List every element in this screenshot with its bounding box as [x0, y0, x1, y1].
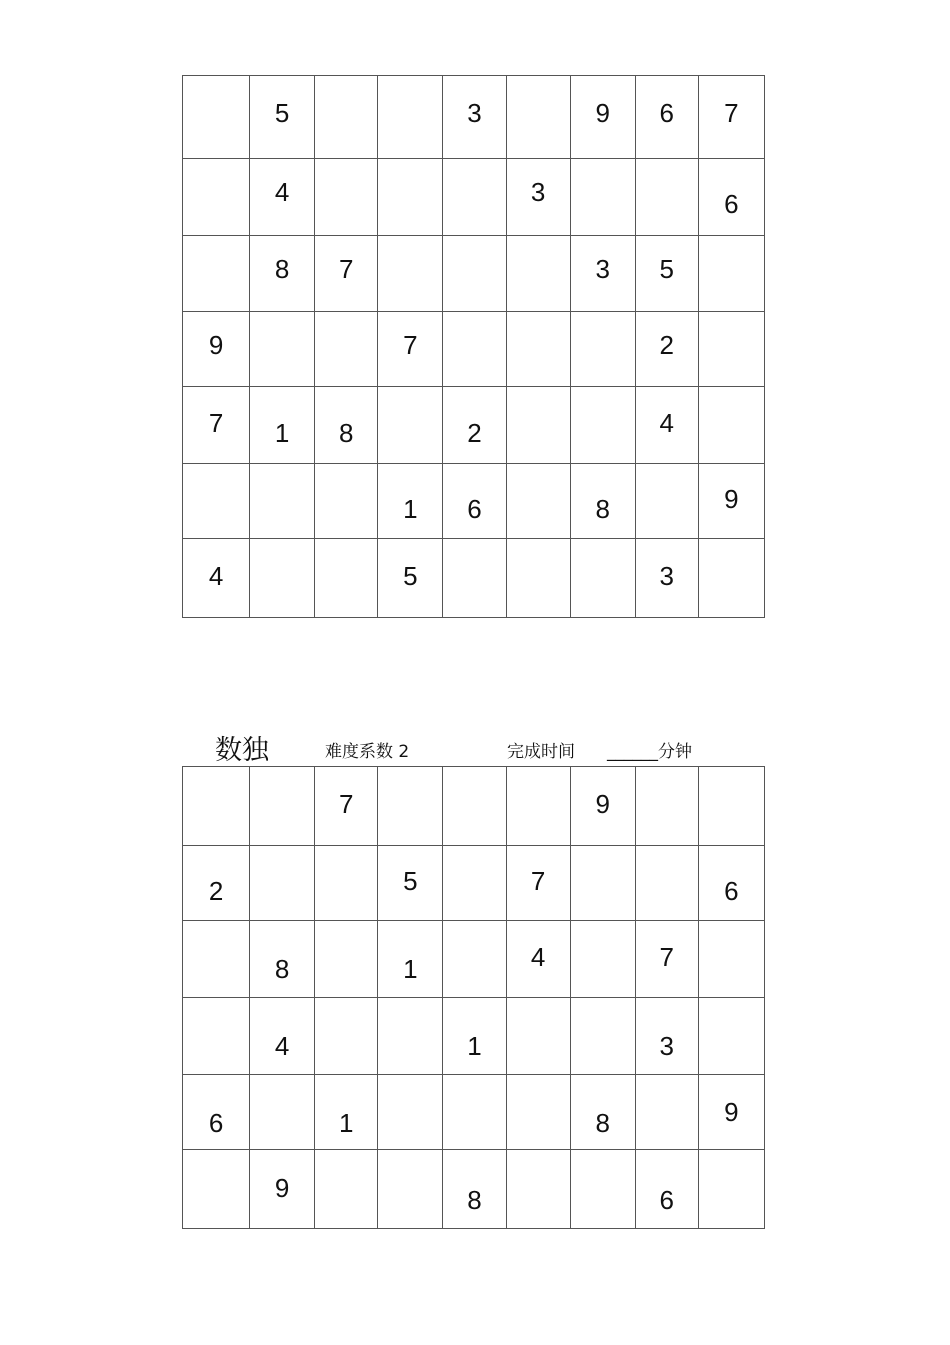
sudoku-cell[interactable] — [443, 1075, 506, 1150]
cell-digit: 7 — [659, 942, 675, 972]
sudoku-cell[interactable] — [570, 1150, 635, 1229]
cell-digit: 8 — [274, 954, 290, 984]
sudoku-cell[interactable] — [698, 1075, 764, 1150]
completion-time-blank: ______分钟 — [607, 742, 692, 762]
sudoku-cell[interactable] — [183, 998, 250, 1075]
cell-digit: 6 — [659, 98, 675, 128]
sudoku-cell[interactable] — [378, 767, 443, 846]
cell-digit: 8 — [467, 1185, 482, 1215]
sudoku-cell[interactable] — [250, 846, 315, 921]
sudoku-cell[interactable] — [506, 236, 570, 312]
page-title: 数独 — [215, 735, 269, 766]
sudoku-cell[interactable] — [183, 539, 250, 618]
grid-row — [183, 1150, 765, 1229]
sudoku-cell[interactable] — [443, 998, 506, 1075]
sudoku-cell[interactable] — [698, 387, 764, 464]
sudoku-cell[interactable] — [250, 76, 315, 159]
sudoku-cell[interactable] — [698, 921, 764, 998]
sudoku-cell[interactable] — [570, 539, 635, 618]
sudoku-cell[interactable] — [698, 539, 764, 618]
cell-digit: 7 — [208, 408, 224, 438]
sudoku-cell[interactable] — [378, 312, 443, 387]
sudoku-grid-1 — [182, 75, 765, 618]
sudoku-cell[interactable] — [698, 76, 764, 159]
difficulty-label: 难度系数 2 — [325, 742, 410, 762]
sudoku-cell[interactable] — [250, 767, 315, 846]
cell-digit: 8 — [274, 254, 290, 284]
cell-digit: 4 — [530, 942, 546, 972]
cell-digit: 1 — [467, 1031, 482, 1061]
sudoku-cell[interactable] — [378, 159, 443, 236]
sudoku-cell[interactable] — [443, 1150, 506, 1229]
sudoku-cell[interactable] — [250, 464, 315, 539]
cell-digit: 6 — [659, 1185, 675, 1215]
cell-digit: 3 — [530, 177, 546, 207]
sudoku-cell[interactable] — [315, 1075, 378, 1150]
sudoku-cell[interactable] — [506, 387, 570, 464]
grid-row — [183, 539, 765, 618]
sudoku-cell[interactable] — [183, 76, 250, 159]
sudoku-cell[interactable] — [378, 76, 443, 159]
sudoku-cell[interactable] — [250, 1075, 315, 1150]
sudoku-cell[interactable] — [183, 464, 250, 539]
cell-digit: 9 — [595, 789, 610, 819]
sudoku-cell[interactable] — [443, 539, 506, 618]
grid-row — [183, 312, 765, 387]
cell-digit: 7 — [530, 866, 546, 896]
sudoku-cell[interactable] — [315, 539, 378, 618]
cell-digit: 1 — [339, 1108, 354, 1138]
cell-digit: 9 — [724, 1097, 739, 1127]
cell-digit: 6 — [208, 1108, 224, 1138]
grid-row — [183, 159, 765, 236]
sudoku-cell[interactable] — [378, 998, 443, 1075]
cell-digit: 4 — [274, 1031, 290, 1061]
cell-digit: 2 — [208, 876, 224, 906]
sudoku-cell[interactable] — [250, 387, 315, 464]
completion-time-label: 完成时间 — [507, 742, 575, 762]
sudoku-cell[interactable] — [315, 1150, 378, 1229]
grid-row — [183, 76, 765, 159]
sudoku-cell[interactable] — [635, 1075, 698, 1150]
cell-digit: 5 — [659, 254, 675, 284]
cell-digit: 5 — [274, 98, 290, 128]
cell-digit: 2 — [467, 418, 482, 448]
sudoku-cell[interactable] — [183, 846, 250, 921]
sudoku-cell[interactable] — [315, 846, 378, 921]
sudoku-cell[interactable] — [250, 1150, 315, 1229]
sudoku-cell[interactable] — [506, 921, 570, 998]
cell-digit: 1 — [274, 418, 290, 448]
sudoku-cell[interactable] — [570, 387, 635, 464]
sudoku-cell[interactable] — [315, 921, 378, 998]
sudoku-cell[interactable] — [506, 76, 570, 159]
sudoku-cell[interactable] — [315, 76, 378, 159]
sudoku-grid-2 — [182, 766, 765, 1229]
cell-digit: 4 — [208, 561, 224, 591]
sudoku-cell[interactable] — [315, 312, 378, 387]
sudoku-cell[interactable] — [635, 539, 698, 618]
sudoku-cell[interactable] — [443, 464, 506, 539]
grid-row — [183, 767, 765, 846]
cell-digit: 6 — [724, 189, 739, 219]
cell-digit: 3 — [659, 561, 675, 591]
grid-row — [183, 464, 765, 539]
puzzle-header — [182, 724, 765, 766]
sudoku-cell[interactable] — [250, 312, 315, 387]
cell-digit: 8 — [595, 494, 610, 524]
sudoku-cell[interactable] — [250, 998, 315, 1075]
sudoku-cell[interactable] — [183, 159, 250, 236]
sudoku-cell[interactable] — [378, 539, 443, 618]
sudoku-cell[interactable] — [506, 312, 570, 387]
sudoku-cell[interactable] — [635, 767, 698, 846]
sudoku-cell[interactable] — [315, 236, 378, 312]
cell-digit: 4 — [659, 408, 675, 438]
sudoku-cell[interactable] — [698, 312, 764, 387]
cell-digit: 8 — [595, 1108, 610, 1138]
sudoku-cell[interactable] — [635, 464, 698, 539]
sudoku-cell[interactable] — [635, 387, 698, 464]
cell-digit: 3 — [595, 254, 610, 284]
grid-row — [183, 387, 765, 464]
sudoku-cell[interactable] — [250, 539, 315, 618]
sudoku-cell[interactable] — [315, 464, 378, 539]
sudoku-cell[interactable] — [378, 921, 443, 998]
cell-digit: 6 — [467, 494, 482, 524]
sudoku-cell[interactable] — [183, 387, 250, 464]
sudoku-cell[interactable] — [443, 387, 506, 464]
cell-digit: 9 — [208, 330, 224, 360]
grid-row — [183, 846, 765, 921]
cell-digit: 7 — [339, 254, 354, 284]
cell-digit: 5 — [403, 561, 418, 591]
sudoku-cell[interactable] — [698, 159, 764, 236]
sudoku-cell[interactable] — [443, 312, 506, 387]
sudoku-cell[interactable] — [315, 387, 378, 464]
sudoku-cell[interactable] — [378, 464, 443, 539]
sudoku-cell[interactable] — [250, 159, 315, 236]
sudoku-cell[interactable] — [635, 1150, 698, 1229]
sudoku-cell[interactable] — [443, 76, 506, 159]
sudoku-cell[interactable] — [570, 236, 635, 312]
cell-digit: 5 — [403, 866, 418, 896]
cell-digit: 1 — [403, 494, 418, 524]
cell-digit: 1 — [403, 954, 418, 984]
sudoku-cell[interactable] — [378, 387, 443, 464]
sudoku-cell[interactable] — [250, 921, 315, 998]
sudoku-cell[interactable] — [378, 846, 443, 921]
sudoku-cell[interactable] — [506, 464, 570, 539]
sudoku-cell[interactable] — [570, 76, 635, 159]
cell-digit: 6 — [724, 876, 739, 906]
sudoku-cell[interactable] — [183, 1075, 250, 1150]
sudoku-cell[interactable] — [698, 1150, 764, 1229]
sudoku-cell[interactable] — [570, 464, 635, 539]
sudoku-cell[interactable] — [183, 312, 250, 387]
sudoku-cell[interactable] — [698, 846, 764, 921]
cell-digit: 8 — [339, 418, 354, 448]
sudoku-cell[interactable] — [506, 539, 570, 618]
sudoku-cell[interactable] — [635, 998, 698, 1075]
sudoku-cell[interactable] — [378, 1075, 443, 1150]
sudoku-cell[interactable] — [570, 921, 635, 998]
sudoku-cell[interactable] — [635, 846, 698, 921]
sudoku-cell[interactable] — [506, 846, 570, 921]
sudoku-cell[interactable] — [506, 998, 570, 1075]
sudoku-cell[interactable] — [698, 767, 764, 846]
sudoku-cell[interactable] — [183, 236, 250, 312]
sudoku-cell[interactable] — [443, 236, 506, 312]
sudoku-cell[interactable] — [506, 159, 570, 236]
sudoku-cell[interactable] — [570, 767, 635, 846]
grid-row — [183, 236, 765, 312]
sudoku-cell[interactable] — [635, 312, 698, 387]
grid-row — [183, 1075, 765, 1150]
sudoku-cell[interactable] — [443, 159, 506, 236]
cell-digit: 2 — [659, 330, 675, 360]
cell-digit: 3 — [659, 1031, 675, 1061]
cell-digit: 3 — [467, 98, 482, 128]
sudoku-cell[interactable] — [183, 921, 250, 998]
sudoku-cell[interactable] — [315, 159, 378, 236]
sudoku-cell[interactable] — [635, 76, 698, 159]
sudoku-cell[interactable] — [698, 998, 764, 1075]
sudoku-cell[interactable] — [183, 767, 250, 846]
grid-row — [183, 921, 765, 998]
sudoku-cell[interactable] — [635, 921, 698, 998]
sudoku-cell[interactable] — [378, 236, 443, 312]
sudoku-cell[interactable] — [698, 464, 764, 539]
cell-digit: 7 — [724, 98, 739, 128]
sudoku-cell[interactable] — [443, 767, 506, 846]
grid-row — [183, 998, 765, 1075]
sudoku-cell[interactable] — [443, 921, 506, 998]
sudoku-cell[interactable] — [443, 846, 506, 921]
sudoku-cell[interactable] — [570, 846, 635, 921]
sudoku-cell[interactable] — [506, 767, 570, 846]
sudoku-cell[interactable] — [570, 312, 635, 387]
sudoku-cell[interactable] — [570, 998, 635, 1075]
sudoku-cell[interactable] — [570, 1075, 635, 1150]
sudoku-cell[interactable] — [635, 236, 698, 312]
cell-digit: 7 — [339, 789, 354, 819]
cell-digit: 9 — [595, 98, 610, 128]
sudoku-cell[interactable] — [183, 1150, 250, 1229]
sudoku-cell[interactable] — [315, 767, 378, 846]
cell-digit: 4 — [274, 177, 290, 207]
sudoku-cell[interactable] — [506, 1075, 570, 1150]
sudoku-cell[interactable] — [250, 236, 315, 312]
sudoku-cell[interactable] — [315, 998, 378, 1075]
cell-digit: 9 — [724, 484, 739, 514]
cell-digit: 7 — [403, 330, 418, 360]
sudoku-cell[interactable] — [506, 1150, 570, 1229]
sudoku-cell[interactable] — [570, 159, 635, 236]
sudoku-cell[interactable] — [378, 1150, 443, 1229]
sudoku-cell[interactable] — [635, 159, 698, 236]
sudoku-cell[interactable] — [698, 236, 764, 312]
cell-digit: 9 — [274, 1173, 290, 1203]
